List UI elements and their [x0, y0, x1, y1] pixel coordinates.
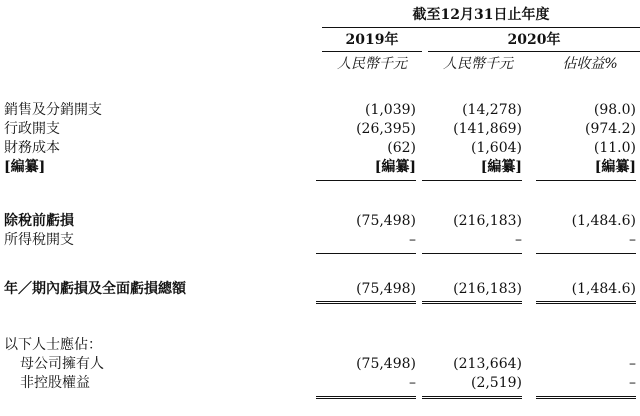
row-redacted-label: [編纂]	[4, 159, 46, 175]
tax-rule-pct	[536, 253, 636, 254]
row-nci-2019: –	[409, 375, 416, 391]
row-parent-pct: –	[629, 356, 636, 372]
unit-2019: 人民幣千元	[337, 56, 407, 72]
row-tax-label: 所得稅開支	[4, 232, 74, 248]
subtotal-rule-2020	[422, 180, 522, 181]
unit-pct: 佔收益%	[562, 56, 618, 72]
year-2020-header: 2020年	[507, 32, 561, 48]
row-admin-2019: (26,395)	[356, 121, 416, 137]
row-tax-pct: –	[629, 232, 636, 248]
year-2019-header: 2019年	[345, 32, 399, 48]
attrib-double-rule-2019	[316, 396, 416, 399]
total-double-rule-2019	[316, 301, 416, 304]
subtotal-rule-2019	[316, 180, 416, 181]
row-finance-pct: (11.0)	[593, 140, 636, 156]
attrib-heading: 以下人士應佔：	[4, 337, 102, 353]
row-pretax-pct: (1,484.6)	[571, 213, 636, 229]
row-redacted-pct: [編纂]	[594, 159, 636, 175]
row-parent-label: 母公司擁有人	[20, 356, 104, 372]
row-redacted-2019: [編纂]	[374, 159, 416, 175]
total-double-rule-pct	[536, 301, 636, 304]
row-finance-2020: (1,604)	[470, 140, 522, 156]
header-rule	[322, 27, 640, 28]
row-finance-2019: (62)	[387, 140, 416, 156]
row-selling-2020: (14,278)	[462, 102, 522, 118]
row-nci-pct: –	[629, 375, 636, 391]
row-admin-2020: (141,869)	[453, 121, 522, 137]
row-pretax-2020: (216,183)	[453, 213, 522, 229]
row-admin-pct: (974.2)	[584, 121, 636, 137]
year-2020-rule	[428, 51, 640, 52]
total-double-rule-2020	[422, 301, 522, 304]
row-total-pct: (1,484.6)	[571, 281, 636, 297]
subtotal-rule-pct	[536, 180, 636, 181]
year-2019-rule	[322, 51, 422, 52]
row-nci-label: 非控股權益	[20, 375, 90, 391]
period-title: 截至12月31日止年度	[412, 7, 550, 23]
row-total-label: 年／期內虧損及全面虧損總額	[4, 281, 186, 297]
row-parent-2019: (75,498)	[356, 356, 416, 372]
unit-2020: 人民幣千元	[443, 56, 513, 72]
row-redacted-2020: [編纂]	[480, 159, 522, 175]
attrib-double-rule-2020	[422, 396, 522, 399]
row-tax-2019: –	[409, 232, 416, 248]
row-selling-2019: (1,039)	[364, 102, 416, 118]
row-total-2019: (75,498)	[356, 281, 416, 297]
row-tax-2020: –	[515, 232, 522, 248]
row-pretax-2019: (75,498)	[356, 213, 416, 229]
attrib-double-rule-pct	[536, 396, 636, 399]
row-pretax-label: 除稅前虧損	[4, 213, 74, 229]
row-total-2020: (216,183)	[453, 281, 522, 297]
row-nci-2020: (2,519)	[470, 375, 522, 391]
row-admin-label: 行政開支	[4, 121, 60, 137]
row-finance-label: 財務成本	[4, 140, 60, 156]
tax-rule-2020	[422, 253, 522, 254]
row-selling-pct: (98.0)	[593, 102, 636, 118]
row-parent-2020: (213,664)	[453, 356, 522, 372]
tax-rule-2019	[316, 253, 416, 254]
row-selling-label: 銷售及分銷開支	[4, 102, 102, 118]
